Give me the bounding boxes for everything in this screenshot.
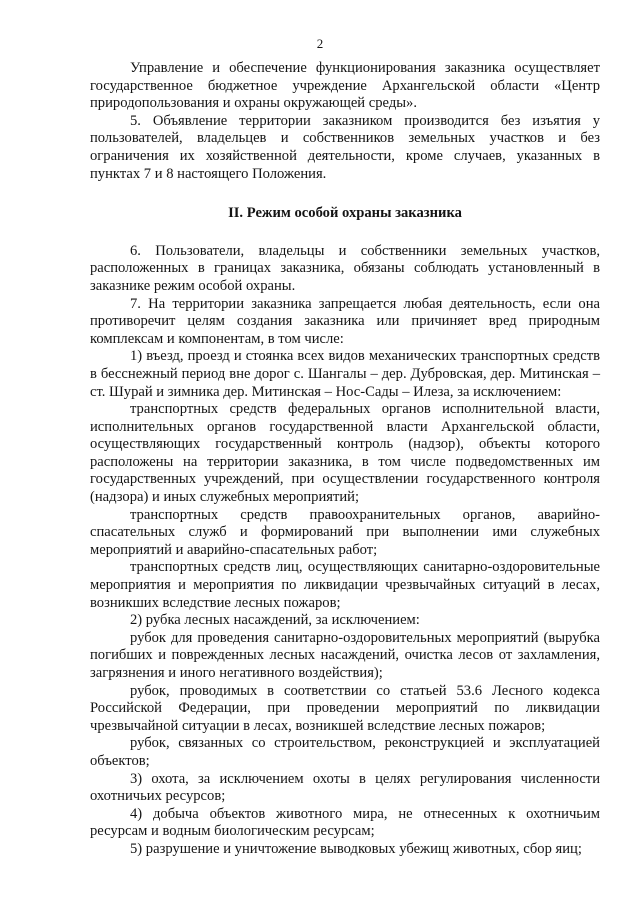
paragraph: рубок, проводимых в соответствии со статьей 53.6 Лесного кодекса Российской Федерации, при проведении мероприятий по ликвидации чрезвычайной ситуации в лесах, возникшей вследствие лесных пожаров;	[90, 682, 600, 734]
paragraph: 6. Пользователи, владельцы и собственники земельных участков, расположенных в границах заказника, обязаны соблюдать установленный в заказнике режим особой охраны.	[90, 242, 600, 294]
paragraph: транспортных средств федеральных органов исполнительной власти, исполнительных органов государственной власти Архангельской области, осуществляющих государственный контроль (надзор), объекты которого расположены на территории заказника, в том числе подведомственных им государственных учреждений, при осуществлении государственного контроля (надзора) и иных служебных мероприятий;	[90, 401, 600, 506]
paragraph: 1) въезд, проезд и стоянка всех видов механических транспортных средств в бесснежный период вне дорог с. Шангалы – дер. Дубровская, дер. Митинская – ст. Шурай и зимника дер. Митинская – Нос-Сады – Илеза, за исключением:	[90, 348, 600, 400]
paragraph: транспортных средств лиц, осуществляющих санитарно-оздоровительные мероприятия и мероприятия по ликвидации чрезвычайных ситуаций в лесах, возникших вследствие лесных пожаров;	[90, 559, 600, 611]
paragraph: рубок, связанных со строительством, реконструкцией и эксплуатацией объектов;	[90, 735, 600, 769]
document-body	[90, 60, 600, 859]
page-number: 2	[316, 36, 324, 51]
paragraph: 7. На территории заказника запрещается любая деятельность, если она противоречит целям создания заказника или причиняет вред природным комплексам и компонентам, в том числе:	[90, 295, 600, 347]
paragraph: 2) рубка лесных насаждений, за исключением:	[130, 612, 420, 629]
paragraph: 3) охота, за исключением охоты в целях регулирования численности охотничьих ресурсов;	[90, 770, 600, 805]
paragraph: Управление и обеспечение функционирования заказника осуществляет государственное бюджетное учреждение Архангельской области «Центр природопользования и охраны окружающей среды».	[90, 60, 600, 112]
paragraph: транспортных средств правоохранительных органов, аварийно-спасательных служб и формирований при выполнении ими служебных мероприятий и аварийно-спасательных работ;	[90, 506, 600, 558]
paragraph: 4) добыча объектов животного мира, не отнесенных к охотничьим ресурсам и водным биологическим ресурсам;	[90, 805, 600, 840]
paragraph: рубок для проведения санитарно-оздоровительных мероприятий (вырубка погибших и поврежденных лесных насаждений, очистка лесов от захламления, загрязнения и иного негативного воздействия);	[90, 629, 600, 681]
section-title: II. Режим особой охраны заказника	[228, 205, 462, 222]
paragraph: 5) разрушение и уничтожение выводковых убежищ животных, сбор яиц;	[130, 840, 582, 857]
paragraph: 5. Объявление территории заказником производится без изъятия у пользователей, владельцев и собственников земельных участков и без ограничения их хозяйственной деятельности, кроме случаев, указанных в пунктах 7 и 8 настоящего Положения.	[90, 112, 600, 182]
